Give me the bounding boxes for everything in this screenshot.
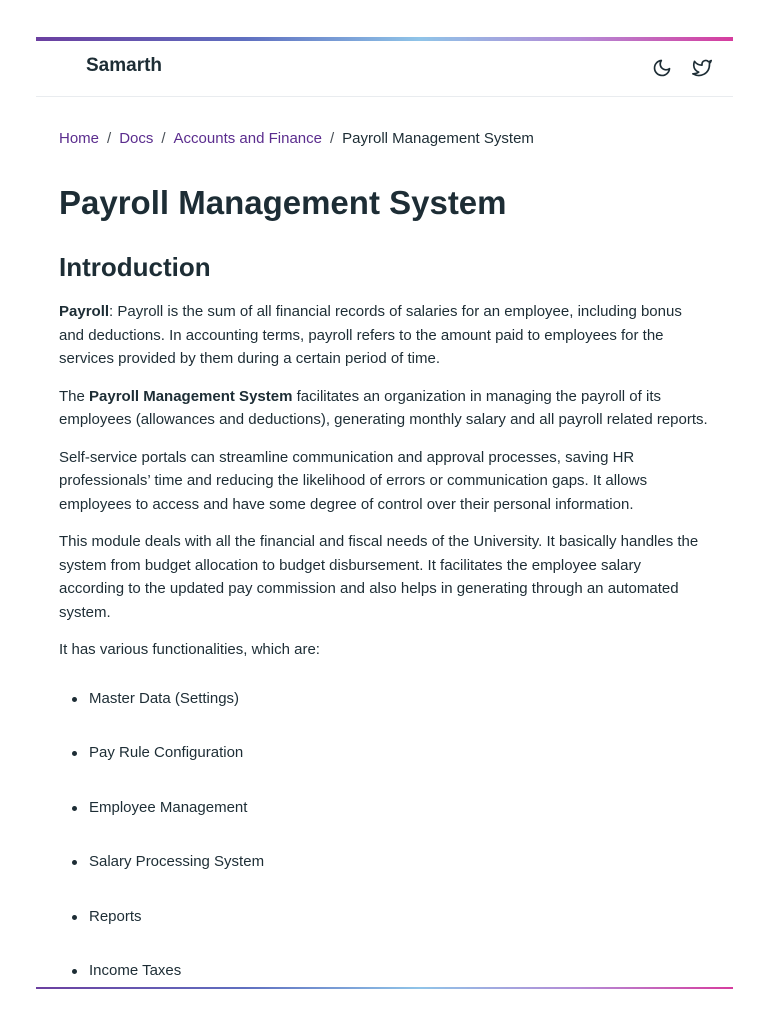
pms-term: Payroll Management System [89, 387, 293, 405]
breadcrumb-accounts-finance[interactable]: Accounts and Finance [173, 130, 322, 147]
list-item: Employee Management [59, 797, 709, 819]
payroll-term: Payroll [59, 303, 110, 320]
paragraph-pms-overview [59, 385, 709, 432]
functionalities-list [59, 688, 709, 983]
list-item: Income Taxes [59, 960, 709, 982]
page-title: Payroll Management System [59, 184, 507, 221]
breadcrumb-separator: / [329, 130, 335, 147]
paragraph-self-service: Self-service portals can streamline communication and approval processes, saving HR professionals’ time and reducing the likelihood of errors or communication gaps. It allows employees to access and have some degree of control over their personal information. [59, 448, 648, 513]
breadcrumb-separator: / [161, 130, 166, 147]
breadcrumb-home[interactable]: Home [59, 130, 100, 147]
list-item: Pay Rule Configuration [59, 742, 709, 764]
breadcrumb-separator: / [107, 130, 112, 147]
brand-link[interactable]: Samarth [86, 55, 163, 76]
header-icons [651, 57, 713, 79]
breadcrumb [59, 128, 709, 150]
payroll-definition-text: : Payroll is the sum of all financial records of salaries for an employee, including bonus and deductions. In accounting terms, payroll refers to the amount paid to employees for the services provided by them during a certain period of time. [59, 303, 682, 367]
bottom-gradient-bar [36, 987, 733, 989]
moon-icon[interactable] [651, 57, 673, 79]
pms-overview-text: facilitates an organization in managing the payroll of its employees (allowances and deductions), generating monthly salary and all payroll related reports. [59, 387, 708, 428]
section-title-introduction: Introduction [59, 252, 211, 282]
list-item: Master Data (Settings) [59, 688, 709, 710]
paragraph-payroll-definition [59, 300, 709, 371]
breadcrumb-docs[interactable]: Docs [119, 130, 154, 147]
list-item: Salary Processing System [59, 851, 709, 873]
main-content [59, 128, 709, 1015]
breadcrumb-current: Payroll Management System [342, 130, 534, 147]
site-header [36, 41, 733, 97]
paragraph-functionalities-intro: It has various functionalities, which are: [59, 641, 320, 658]
twitter-icon[interactable] [691, 57, 713, 79]
paragraph-module-description: This module deals with all the financial and fiscal needs of the University. It basically handles the system from budget allocation to budget disbursement. It facilitates the employee salary according to the updated pay commission and also helps in generating through an automated system. [59, 533, 699, 621]
list-item: Reports [59, 906, 709, 928]
pms-prefix: The [59, 387, 90, 405]
